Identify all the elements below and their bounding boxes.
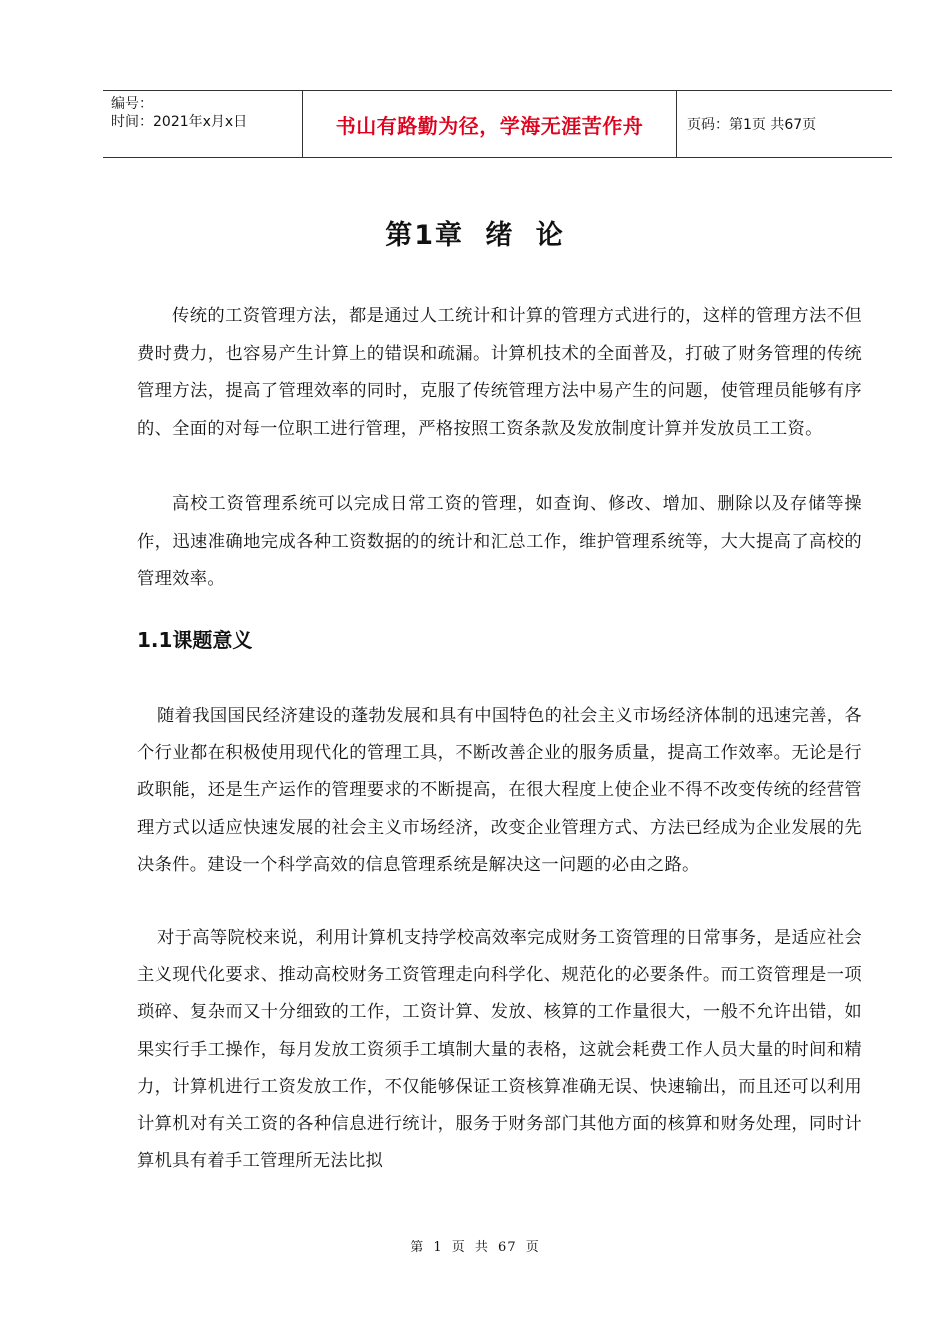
header-page-info: 页码：第1页 共67页	[687, 117, 817, 133]
document-header	[103, 90, 892, 158]
section-heading: 1.1课题意义	[137, 628, 253, 652]
intro-paragraph-1: 传统的工资管理方法，都是通过人工统计和计算的管理方式进行的，这样的管理方法不但费时费力，也容易产生计算上的错误和疏漏。计算机技术的全面普及，打破了财务管理的传统管理方法，提高了管理效率的同时，克服了传统管理方法中易产生的问题，使管理员能够有序的、全面的对每一位职工进行管理，严格按照工资条款及发放制度计算并发放员工工资。	[137, 306, 862, 439]
header-motto: 书山有路勤为径，学海无涯苦作舟	[303, 91, 677, 157]
header-number-label: 编号：	[111, 96, 153, 112]
header-meta	[103, 91, 303, 157]
intro-paragraph-2: 高校工资管理系统可以完成日常工资的管理，如查询、修改、增加、删除以及存储等操作，迅速准确地完成各种工资数据的的统计和汇总工作，维护管理系统等，大大提高了高校的管理效率。	[137, 494, 862, 590]
chapter-title: 第1章 绪 论	[385, 220, 565, 251]
page-footer: 第 1 页 共 67 页	[410, 1240, 540, 1255]
section-paragraph-1: 随着我国国民经济建设的蓬勃发展和具有中国特色的社会主义市场经济体制的迅速完善，各个行业都在积极使用现代化的管理工具，不断改善企业的服务质量，提高工作效率。无论是行政职能，还是生产运作的管理要求的不断提高，在很大程度上使企业不得不改变传统的经营管理方式以适应快速发展的社会主义市场经济，改变企业管理方式、方法已经成为企业发展的先决条件。建设一个科学高效的信息管理系统是解决这一问题的必由之路。	[137, 706, 862, 875]
section-paragraph-2: 对于高等院校来说，利用计算机支持学校高效率完成财务工资管理的日常事务，是适应社会主义现代化要求、推动高校财务工资管理走向科学化、规范化的必要条件。而工资管理是一项琐碎、复杂而又十分细致的工作，工资计算、发放、核算的工作量很大，一般不允许出错，如果实行手工操作，每月发放工资须手工填制大量的表格，这就会耗费工作人员大量的时间和精力，计算机进行工资发放工作，不仅能够保证工资核算准确无误、快速输出，而且还可以利用计算机对有关工资的各种信息进行统计，服务于财务部门其他方面的核算和财务处理，同时计算机具有着手工管理所无法比拟	[137, 928, 862, 1172]
header-time-label: 时间：2021年x月x日	[111, 114, 248, 130]
